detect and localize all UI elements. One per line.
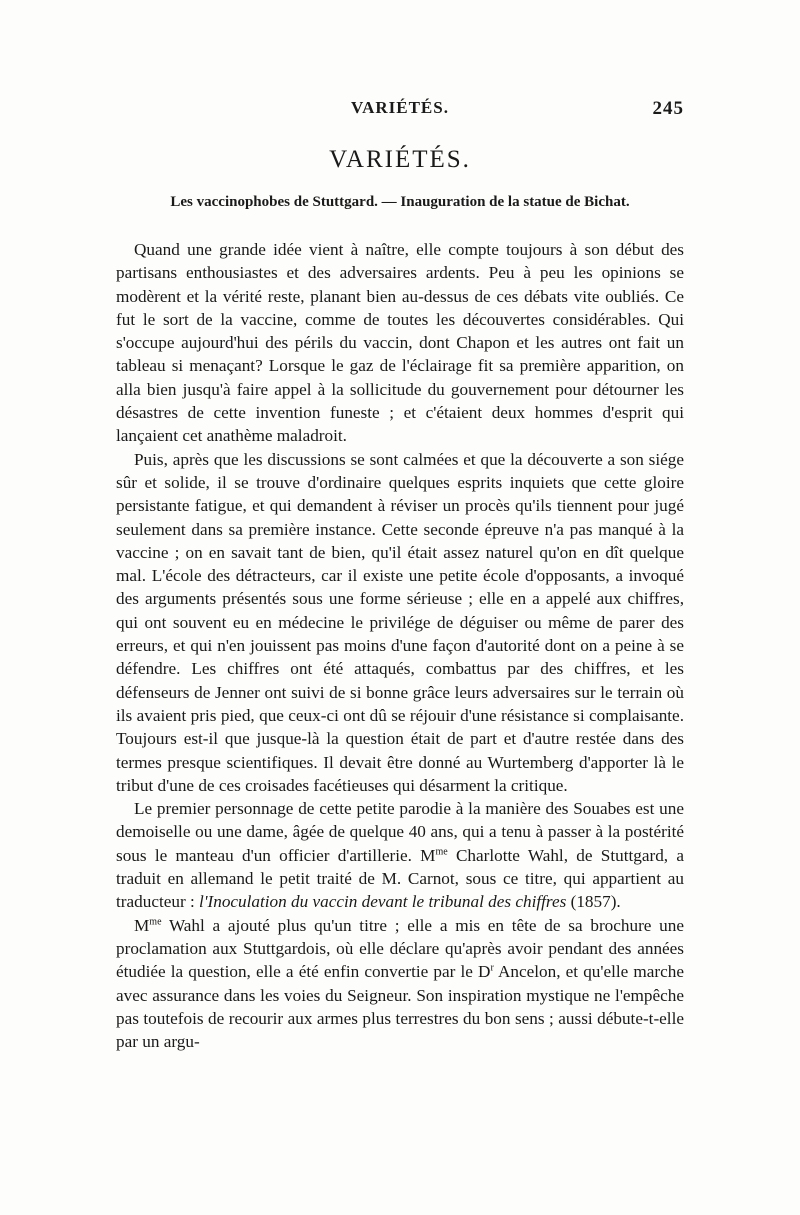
running-title: VARIÉTÉS. [351, 98, 449, 117]
paragraph: Le premier personnage de cette petite parodie à la manière des Souabes est une demoiselle ou une dame, âgée de quelque 40 ans, qui a tenu à passer à la postérité sous le manteau d'un officier d'artillerie. $M^{me}$ Charlotte Wahl, de Stuttgard, a traduit en allemand le petit traité de M. Carnot, sous ce titre, qui appartient au traducteur : l'Inoculation du vaccin devant le tribunal des chiffres (1857). [116, 799, 684, 912]
page-number: 245 [652, 98, 684, 119]
running-header [116, 98, 684, 122]
section-subtitle: Les vaccinophobes de Stuttgard. — Inauguration de la statue de Bichat. [170, 194, 630, 210]
body-text [116, 238, 684, 1053]
paragraph: Quand une grande idée vient à naître, elle compte toujours à son début des partisans enthousiastes et des adversaires ardents. Peu à peu les opinions se modèrent et la vérité reste, planant bien au-dessus de ces débats vite oubliés. Ce fut le sort de la vaccine, comme de toutes les découvertes considérables. Qui s'occupe aujourd'hui des périls du vaccin, dont Chapon et les autres ont fait un tableau si menaçant? Lorsque le gaz de l'éclairage fit sa première apparition, on alla bien jusqu'à faire appel à la sollicitude du gouvernement pour détourner les désastres de cette invention funeste ; et c'étaient deux hommes d'esprit qui lançaient cet anathème maladroit. [116, 240, 684, 446]
section-title: VARIÉTÉS. [329, 146, 471, 173]
paragraph: $M^{me}$ Wahl a ajouté plus qu'un titre ; elle a mis en tête de sa brochure une proclamation aux Stuttgardois, où elle déclare qu'après avoir pendant des années étudiée la question, elle a été enfin convertie par le $D^r$ Ancelon, et qu'elle marche avec assurance dans les voies du Seigneur. Son inspiration mystique ne l'empêche pas toutefois de recourir aux armes plus terrestres du bon sens ; aussi débute-t-elle par un argu- [116, 915, 684, 1052]
book-title: l'Inoculation du vaccin devant le tribunal des chiffres [199, 892, 567, 912]
paragraph: Puis, après que les discussions se sont calmées et que la découverte a son siége sûr et solide, il se trouve d'ordinaire quelques esprits inquiets que cette gloire persistante fatigue, et qui demandent à réviser un procès qu'ils tiennent pour jugé seulement dans sa première instance. Cette seconde épreuve n'a pas manqué à la vaccine ; on en savait tant de bien, qu'il était assez naturel qu'on en dît quelque mal. L'école des détracteurs, car il existe une petite école d'opposants, a invoqué des arguments présentés sous une forme sérieuse ; elle en a appelé aux chiffres, qui ont souvent eu en médecine le privilége de déguiser ou même de parer des erreurs, et qui n'en jouissent pas moins d'une façon d'autorité dont on a peine à se défendre. Les chiffres ont été attaqués, combattus par des chiffres, et les défenseurs de Jenner ont suivi de si bonne grâce leurs adversaires sur le terrain où ils avaient pris pied, que ceux-ci ont dû se réjouir d'une résistance si complaisante. Toujours est-il que jusque-là la question était de part et d'autre restée dans des termes presque scientifiques. Il devait être donné au Wurtemberg d'apporter là le tribut d'une de ces croisades facétieuses qui désarment la critique. [116, 449, 684, 795]
